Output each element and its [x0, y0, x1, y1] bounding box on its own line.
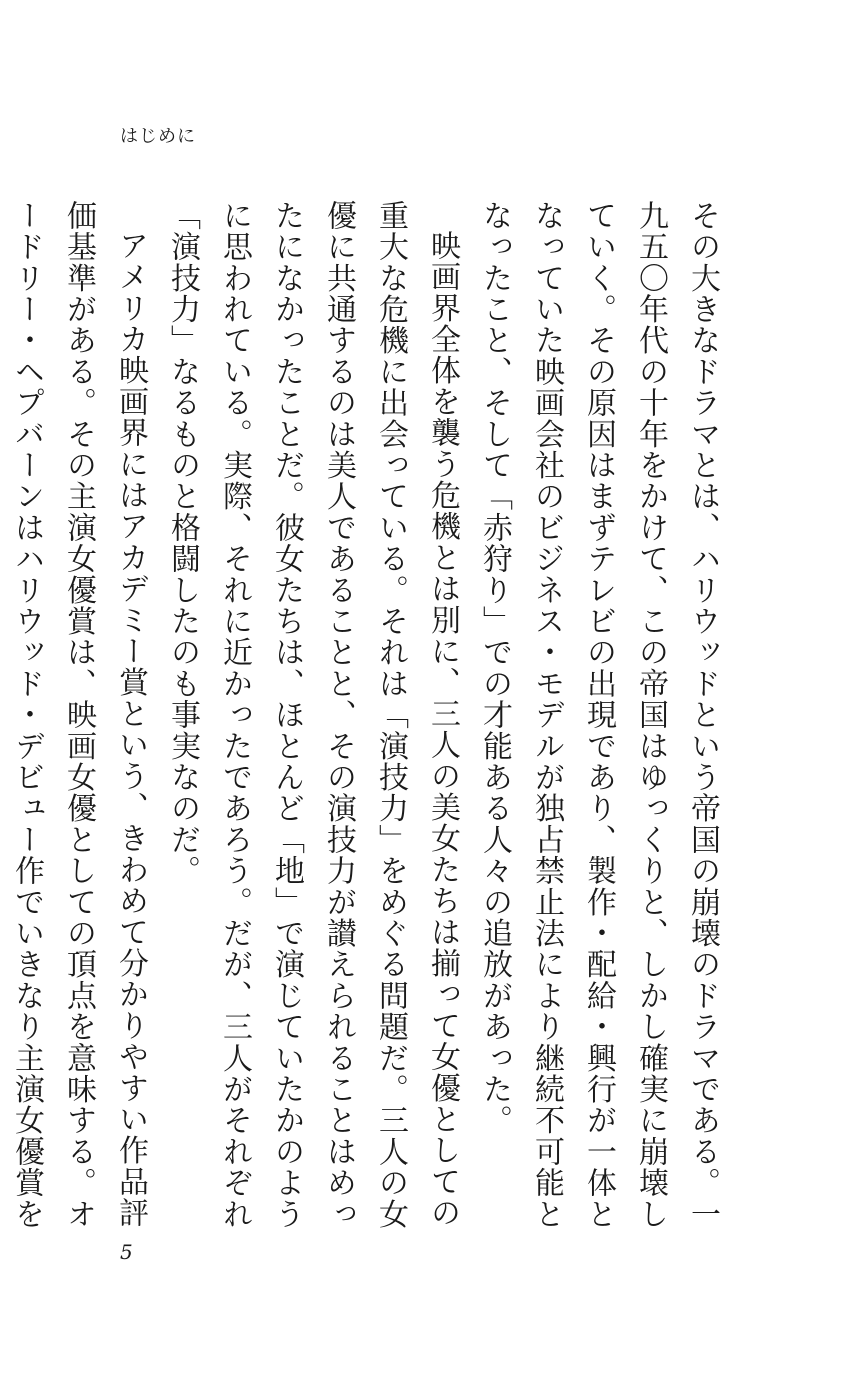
paragraph-2: 映画界全体を襲う危機とは別に、三人の美女たちは揃って女優としての重大な危機に出会っている。それは「演技力」をめぐる問題だ。三人の女優に共通するのは美人であることと、その演技力が讃えられることはめったになかったことだ。彼女たちは、ほとんど「地」で演じていたかのように思われている。実際、それに近かったであろう。だが、三人がそれぞれ「演技力」なるものと格闘したのも事実なのだ。: [165, 200, 460, 1230]
page-number: 5: [120, 1240, 133, 1264]
paragraph-1: その大きなドラマとは、ハリウッドという帝国の崩壊のドラマである。一九五〇年代の十年をかけて、この帝国はゆっくりと、しかし確実に崩壊していく。その原因はまずテレビの出現であり、製作・配給・興行が一体となっていた映画会社のビジネス・モデルが独占禁止法により継続不可能となったこと、そして「赤狩り」での才能ある人々の追放があった。: [477, 200, 720, 1230]
body-text: [0, 200, 728, 1230]
running-head: はじめに: [120, 126, 196, 147]
paragraph-3: アメリカ映画界にはアカデミー賞という、きわめて分かりやすい作品評価基準がある。その主演女優賞は、映画女優としての頂点を意味する。オードリー・ヘプバーンはハリウッド・デビュー作でいきなり主演女優賞を: [9, 200, 148, 1230]
